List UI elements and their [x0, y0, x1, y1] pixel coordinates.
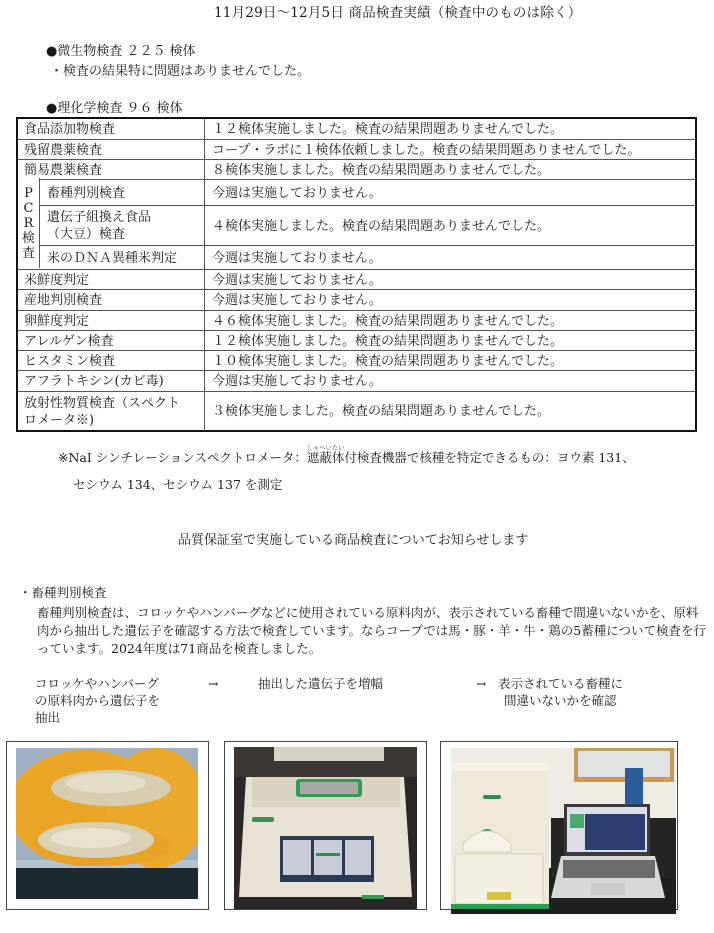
- flow-step-1-line: の原料肉から遺伝子を: [35, 693, 161, 708]
- table-row: [18, 269, 695, 290]
- table-row: [18, 391, 695, 431]
- table-row: [18, 310, 695, 331]
- row-value: ４６検体実施しました。検査の結果問題ありませんでした。: [204, 311, 695, 331]
- note-prefix: ※NaI シンチレーションスペクトロメータ：: [58, 450, 307, 465]
- row-value: １２検体実施しました。検査の結果問題ありませんでした。: [204, 119, 695, 139]
- row-label: 米のＤＮＡ異種米判定: [47, 250, 178, 266]
- row-label: アフラトキシン(カビ毒): [24, 374, 164, 389]
- row-label-line: ロメータ※): [24, 412, 95, 428]
- row-label: 食品添加物検査: [24, 121, 116, 137]
- row-value: コープ・ラボに１検体依頼しました。検査の結果問題ありませんでした。: [204, 140, 695, 160]
- note-line1-rest: 付検査機器で核種を特定できるもの：ヨウ素 131、: [344, 450, 635, 465]
- table-row: [18, 159, 695, 180]
- inspection-results-table: [16, 117, 697, 432]
- row-label: 卵鮮度判定: [24, 313, 90, 329]
- pcr-label-char: 査: [21, 245, 35, 261]
- row-label-line: （大豆）検査: [47, 227, 126, 242]
- table-row: [18, 205, 695, 246]
- flow-step-2: 抽出した遺伝子を増幅: [258, 676, 384, 691]
- row-label: アレルゲン検査: [24, 333, 114, 349]
- photo-frame-gel-imager: [440, 741, 678, 910]
- row-value: ３検体実施しました。検査の結果問題ありませんでした。: [204, 392, 695, 431]
- ruby-shahetai: [306, 445, 345, 465]
- row-label-line: 放射性物質検査（スペクト: [24, 395, 181, 411]
- row-label: [41, 206, 203, 246]
- row-value: 今週は実施しておりません。: [204, 290, 695, 311]
- flow-arrow-1: →: [208, 676, 219, 691]
- table-row: [18, 350, 695, 371]
- pcr-group-label: [18, 178, 40, 268]
- pcr-label-char: C: [23, 200, 34, 216]
- row-value: 今週は実施しておりません。: [204, 270, 695, 290]
- table-row: [18, 370, 695, 392]
- row-label: 畜種判別検査: [47, 185, 126, 201]
- physicochemical-heading: ●理化学検査 ９６ 検体: [46, 101, 183, 116]
- species-body: 畜種判別検査は、コロッケやハンバーグなどに使用されている原料肉が、表示されている畜種で間違いないかを、原料肉から抽出した遺伝子を確認する方法で検査しています。ならコープでは馬・豚・羊・牛・鶏の5蓄種について検査を行っています。2024年度は71商品を検査しました。: [37, 605, 706, 656]
- row-label: ヒスタミン検査: [24, 353, 116, 369]
- ruby-text: しゃへいたい: [306, 445, 345, 452]
- photo-frame-croquette: [6, 741, 209, 910]
- flow-arrow-2: →: [476, 676, 487, 691]
- microbial-result: ・検査の結果特に問題はありませんでした。: [50, 64, 311, 79]
- row-label: 残留農薬検査: [24, 142, 103, 158]
- microbial-heading: ●微生物検査 ２２５ 検体: [46, 44, 196, 59]
- row-value: ４検体実施しました。検査の結果問題ありませんでした。: [204, 206, 695, 246]
- announcement: 品質保証室で実施している商品検査についてお知らせします: [178, 533, 529, 548]
- thermal-cycler-photo: [234, 747, 417, 909]
- pcr-label-char: P: [24, 185, 33, 201]
- row-label-line: 遺伝子組換え食品: [47, 210, 152, 225]
- gel-imager-photo: [451, 748, 676, 914]
- table-row: [18, 119, 695, 139]
- row-value: １２検体実施しました。検査の結果問題ありませんでした。: [204, 331, 695, 351]
- flow-step-3-line: 間違いないかを確認: [504, 693, 617, 708]
- croquette-photo: [16, 748, 198, 899]
- species-heading: ・畜種判別検査: [19, 585, 107, 600]
- page-title: 11月29日～12月5日 商品検査実績（検査中のものは除く）: [214, 5, 582, 21]
- pcr-label-char: 検: [21, 230, 35, 246]
- table-row: [18, 289, 695, 311]
- table-row: [18, 139, 695, 160]
- row-label: 産地判別検査: [24, 293, 103, 308]
- pcr-label-char: R: [23, 215, 34, 231]
- row-label: 簡易農薬検査: [24, 162, 103, 178]
- spectrometer-note-line2: セシウム 134、セシウム 137 を測定: [73, 477, 283, 492]
- row-value: １０検体実施しました。検査の結果問題ありませんでした。: [204, 351, 695, 371]
- ruby-base: 遮蔽体: [306, 450, 345, 465]
- gel-imager-image-icon: [451, 748, 676, 914]
- row-value: 今週は実施しておりません。: [204, 180, 695, 206]
- table-row: [18, 245, 695, 270]
- flow-step-3-line: 表示されている畜種に: [498, 676, 624, 691]
- row-label: 米鮮度判定: [24, 272, 90, 288]
- flow-step-3: [498, 675, 623, 709]
- row-value: 今週は実施しておりません。: [204, 246, 695, 270]
- row-value: 今週は実施しておりません。: [204, 371, 695, 392]
- table-row: [18, 179, 695, 206]
- row-value: ８検体実施しました。検査の結果問題ありませんでした。: [204, 160, 695, 180]
- thermal-cycler-image-icon: [234, 747, 417, 909]
- flow-step-1-line: コロッケやハンバーグ: [35, 676, 159, 691]
- spectrometer-note: [58, 445, 635, 466]
- table-row: [18, 330, 695, 351]
- flow-step-1: [35, 675, 160, 726]
- photo-frame-thermal-cycler: [224, 741, 427, 910]
- row-label: [18, 392, 203, 431]
- flow-step-1-line: 抽出: [35, 710, 61, 725]
- croquette-image-icon: [16, 748, 198, 899]
